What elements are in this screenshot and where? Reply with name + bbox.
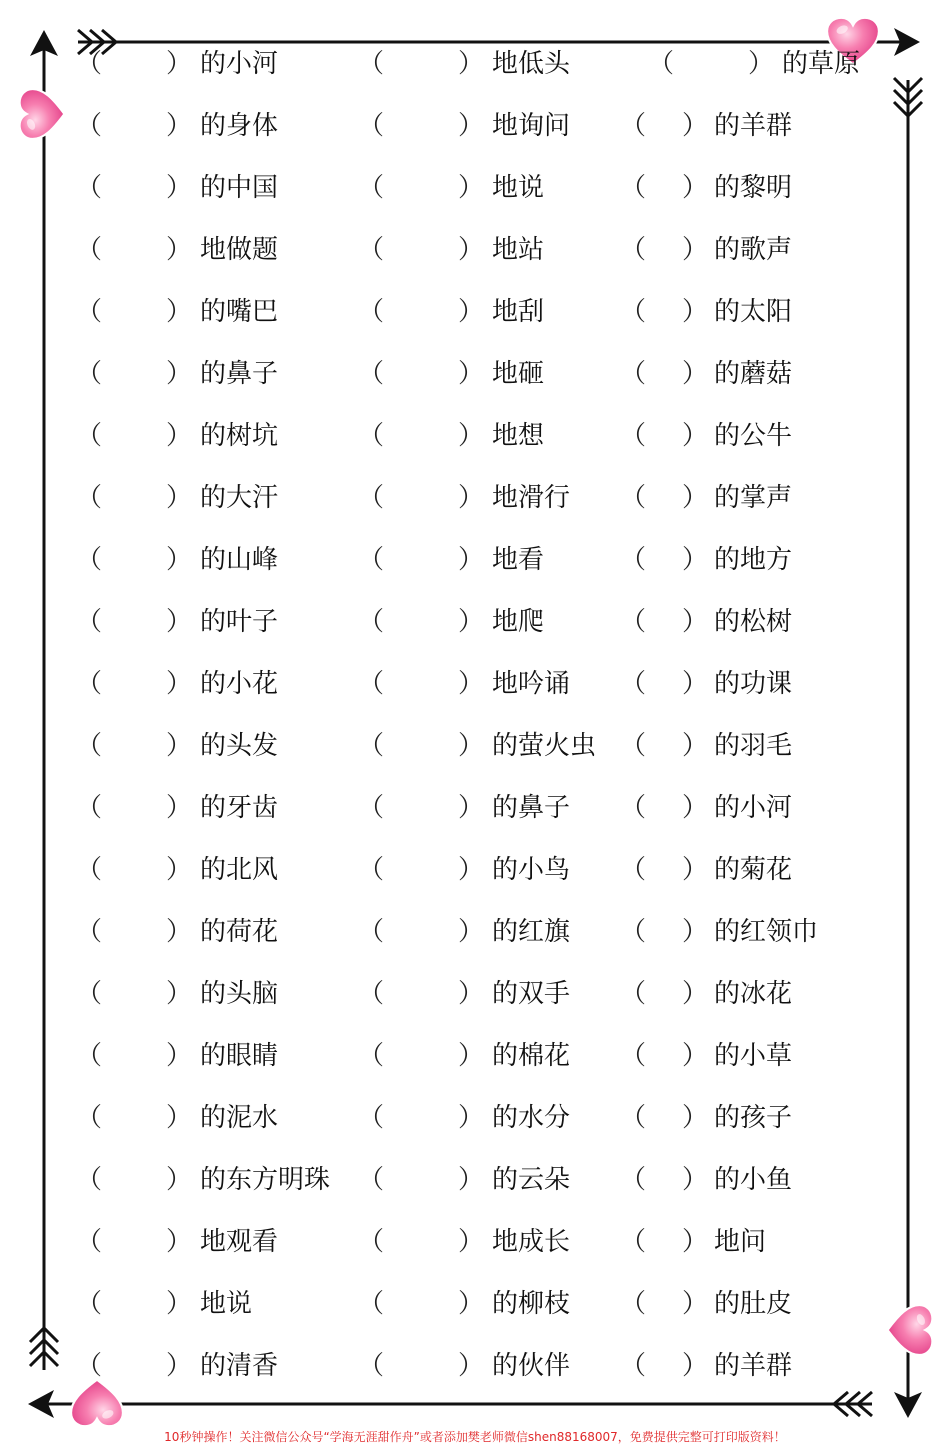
phrase-word: 的棉花 [492, 1041, 571, 1071]
open-parenthesis: （ [358, 1041, 385, 1071]
answer-blank[interactable] [646, 234, 686, 266]
answer-blank[interactable] [646, 1040, 686, 1072]
close-parenthesis: ） [166, 1351, 193, 1381]
answer-blank[interactable] [102, 234, 170, 266]
open-parenthesis: （ [76, 111, 103, 141]
phrase-word: 的羊群 [714, 111, 793, 141]
open-parenthesis: （ [76, 917, 103, 947]
phrase-word: 的伙伴 [492, 1351, 571, 1381]
close-parenthesis: ） [166, 111, 193, 141]
open-parenthesis: （ [358, 111, 385, 141]
worksheet-row [0, 602, 950, 642]
close-parenthesis: ） [166, 1227, 193, 1257]
close-parenthesis: ） [166, 979, 193, 1009]
phrase-word: 的红旗 [492, 917, 571, 947]
close-parenthesis: ） [682, 1289, 709, 1319]
open-parenthesis: （ [620, 297, 647, 327]
answer-blank[interactable] [102, 544, 170, 576]
answer-blank[interactable] [102, 110, 170, 142]
phrase-word: 的松树 [714, 607, 793, 637]
open-parenthesis: （ [358, 545, 385, 575]
phrase-word: 的红领巾 [714, 917, 819, 947]
answer-blank[interactable] [102, 606, 170, 638]
phrase-word: 的云朵 [492, 1165, 571, 1195]
close-parenthesis: ） [458, 1351, 485, 1381]
answer-blank[interactable] [384, 234, 462, 266]
phrase-word: 地吟诵 [492, 669, 571, 699]
open-parenthesis: （ [620, 607, 647, 637]
open-parenthesis: （ [620, 731, 647, 761]
close-parenthesis: ） [166, 1165, 193, 1195]
answer-blank[interactable] [102, 1350, 170, 1382]
answer-blank[interactable] [102, 296, 170, 328]
answer-blank[interactable] [102, 668, 170, 700]
answer-blank[interactable] [646, 1102, 686, 1134]
open-parenthesis: （ [76, 793, 103, 823]
close-parenthesis: ） [166, 1041, 193, 1071]
close-parenthesis: ） [166, 359, 193, 389]
phrase-word: 的功课 [714, 669, 793, 699]
worksheet-row [0, 540, 950, 580]
open-parenthesis: （ [358, 669, 385, 699]
worksheet-row [0, 974, 950, 1014]
open-parenthesis: （ [358, 49, 385, 79]
answer-blank[interactable] [102, 358, 170, 390]
answer-blank[interactable] [102, 1288, 170, 1320]
answer-blank[interactable] [384, 668, 462, 700]
phrase-word: 的肚皮 [714, 1289, 793, 1319]
answer-blank[interactable] [384, 110, 462, 142]
close-parenthesis: ） [682, 1165, 709, 1195]
open-parenthesis: （ [76, 173, 103, 203]
worksheet-row [0, 726, 950, 766]
close-parenthesis: ） [682, 545, 709, 575]
phrase-word: 的歌声 [714, 235, 793, 265]
answer-blank[interactable] [646, 668, 686, 700]
open-parenthesis: （ [76, 1289, 103, 1319]
answer-blank[interactable] [384, 1040, 462, 1072]
worksheet-row [0, 1036, 950, 1076]
open-parenthesis: （ [620, 1103, 647, 1133]
phrase-word: 的小河 [714, 793, 793, 823]
open-parenthesis: （ [76, 1351, 103, 1381]
answer-blank[interactable] [646, 792, 686, 824]
phrase-word: 地询问 [492, 111, 571, 141]
open-parenthesis: （ [76, 545, 103, 575]
answer-blank[interactable] [384, 1102, 462, 1134]
phrase-word: 的草原 [782, 49, 861, 79]
open-parenthesis: （ [620, 483, 647, 513]
answer-blank[interactable] [646, 978, 686, 1010]
worksheet-row [0, 292, 950, 332]
phrase-word: 地做题 [200, 235, 279, 265]
phrase-word: 的羽毛 [714, 731, 793, 761]
phrase-word: 的太阳 [714, 297, 793, 327]
answer-blank[interactable] [384, 544, 462, 576]
open-parenthesis: （ [76, 855, 103, 885]
close-parenthesis: ） [682, 1103, 709, 1133]
phrase-word: 地刮 [492, 297, 545, 327]
phrase-word: 地说 [200, 1289, 253, 1319]
phrase-word: 的中国 [200, 173, 279, 203]
close-parenthesis: ） [682, 421, 709, 451]
open-parenthesis: （ [76, 979, 103, 1009]
open-parenthesis: （ [76, 607, 103, 637]
phrase-word: 的北风 [200, 855, 279, 885]
close-parenthesis: ） [682, 297, 709, 327]
close-parenthesis: ） [458, 49, 485, 79]
close-parenthesis: ） [682, 1227, 709, 1257]
worksheet-row [0, 230, 950, 270]
close-parenthesis: ） [682, 793, 709, 823]
open-parenthesis: （ [358, 1227, 385, 1257]
close-parenthesis: ） [682, 669, 709, 699]
answer-blank[interactable] [102, 48, 170, 80]
phrase-word: 的公牛 [714, 421, 793, 451]
answer-blank[interactable] [384, 730, 462, 762]
open-parenthesis: （ [76, 1041, 103, 1071]
close-parenthesis: ） [458, 297, 485, 327]
close-parenthesis: ） [458, 669, 485, 699]
answer-blank[interactable] [646, 606, 686, 638]
answer-blank[interactable] [384, 1350, 462, 1382]
open-parenthesis: （ [358, 1103, 385, 1133]
phrase-word: 地砸 [492, 359, 545, 389]
phrase-word: 的小草 [714, 1041, 793, 1071]
phrase-word: 地观看 [200, 1227, 279, 1257]
phrase-word: 的萤火虫 [492, 731, 597, 761]
phrase-word: 的双手 [492, 979, 571, 1009]
close-parenthesis: ） [458, 111, 485, 141]
worksheet-row [0, 416, 950, 456]
open-parenthesis: （ [620, 359, 647, 389]
phrase-word: 的小河 [200, 49, 279, 79]
answer-blank[interactable] [646, 916, 686, 948]
open-parenthesis: （ [358, 173, 385, 203]
phrase-word: 地滑行 [492, 483, 571, 513]
answer-blank[interactable] [384, 978, 462, 1010]
open-parenthesis: （ [620, 421, 647, 451]
footer-notice: 10秒钟操作！关注微信公众号“学海无涯甜作舟”或者添加樊老师微信shen88168007，免费提供完整可打印版资料！ [164, 1430, 786, 1444]
open-parenthesis: （ [76, 1103, 103, 1133]
close-parenthesis: ） [166, 421, 193, 451]
open-parenthesis: （ [358, 917, 385, 947]
phrase-word: 地爬 [492, 607, 545, 637]
open-parenthesis: （ [620, 917, 647, 947]
close-parenthesis: ） [166, 793, 193, 823]
open-parenthesis: （ [76, 297, 103, 327]
phrase-word: 的黎明 [714, 173, 793, 203]
worksheet-row [0, 1346, 950, 1386]
close-parenthesis: ） [458, 1227, 485, 1257]
open-parenthesis: （ [358, 1289, 385, 1319]
open-parenthesis: （ [620, 111, 647, 141]
answer-blank[interactable] [646, 1164, 686, 1196]
close-parenthesis: ） [458, 359, 485, 389]
open-parenthesis: （ [620, 793, 647, 823]
open-parenthesis: （ [76, 483, 103, 513]
close-parenthesis: ） [682, 111, 709, 141]
answer-blank[interactable] [646, 544, 686, 576]
phrase-word: 的清香 [200, 1351, 279, 1381]
worksheet-row [0, 912, 950, 952]
answer-blank[interactable] [646, 1288, 686, 1320]
answer-blank[interactable] [102, 1040, 170, 1072]
close-parenthesis: ） [682, 607, 709, 637]
phrase-word: 的鼻子 [200, 359, 279, 389]
phrase-word: 的泥水 [200, 1103, 279, 1133]
phrase-word: 地想 [492, 421, 545, 451]
phrase-word: 的大汗 [200, 483, 279, 513]
worksheet-row [0, 168, 950, 208]
close-parenthesis: ） [682, 483, 709, 513]
answer-blank[interactable] [646, 854, 686, 886]
close-parenthesis: ） [458, 421, 485, 451]
open-parenthesis: （ [620, 1351, 647, 1381]
answer-blank[interactable] [102, 854, 170, 886]
close-parenthesis: ） [458, 1289, 485, 1319]
close-parenthesis: ） [458, 979, 485, 1009]
close-parenthesis: ） [166, 607, 193, 637]
open-parenthesis: （ [76, 49, 103, 79]
answer-blank[interactable] [646, 1350, 686, 1382]
close-parenthesis: ） [682, 173, 709, 203]
open-parenthesis: （ [358, 235, 385, 265]
answer-blank[interactable] [102, 1226, 170, 1258]
open-parenthesis: （ [358, 297, 385, 327]
close-parenthesis: ） [682, 731, 709, 761]
close-parenthesis: ） [166, 297, 193, 327]
open-parenthesis: （ [76, 1227, 103, 1257]
answer-blank[interactable] [646, 110, 686, 142]
phrase-word: 的头脑 [200, 979, 279, 1009]
close-parenthesis: ） [166, 235, 193, 265]
open-parenthesis: （ [76, 359, 103, 389]
close-parenthesis: ） [166, 483, 193, 513]
close-parenthesis: ） [458, 793, 485, 823]
answer-blank[interactable] [102, 916, 170, 948]
phrase-word: 的小鱼 [714, 1165, 793, 1195]
open-parenthesis: （ [648, 49, 675, 79]
phrase-word: 的小鸟 [492, 855, 571, 885]
close-parenthesis: ） [682, 917, 709, 947]
close-parenthesis: ） [166, 731, 193, 761]
phrase-word: 的蘑菇 [714, 359, 793, 389]
open-parenthesis: （ [358, 607, 385, 637]
answer-blank[interactable] [102, 1164, 170, 1196]
open-parenthesis: （ [76, 669, 103, 699]
worksheet-row [0, 664, 950, 704]
answer-blank[interactable] [384, 1164, 462, 1196]
answer-blank[interactable] [646, 482, 686, 514]
open-parenthesis: （ [620, 669, 647, 699]
phrase-word: 的水分 [492, 1103, 571, 1133]
worksheet-row [0, 1284, 950, 1324]
open-parenthesis: （ [358, 1165, 385, 1195]
close-parenthesis: ） [458, 545, 485, 575]
close-parenthesis: ） [682, 979, 709, 1009]
worksheet-row [0, 354, 950, 394]
close-parenthesis: ） [682, 359, 709, 389]
worksheet-row [0, 1222, 950, 1262]
answer-blank[interactable] [102, 730, 170, 762]
open-parenthesis: （ [358, 359, 385, 389]
answer-blank[interactable] [646, 1226, 686, 1258]
open-parenthesis: （ [620, 545, 647, 575]
close-parenthesis: ） [748, 49, 775, 79]
close-parenthesis: ） [458, 235, 485, 265]
phrase-word: 地说 [492, 173, 545, 203]
answer-blank[interactable] [646, 172, 686, 204]
phrase-word: 的掌声 [714, 483, 793, 513]
answer-blank[interactable] [674, 48, 752, 80]
phrase-word: 的头发 [200, 731, 279, 761]
close-parenthesis: ） [166, 917, 193, 947]
answer-blank[interactable] [646, 730, 686, 762]
phrase-word: 地问 [714, 1227, 767, 1257]
phrase-word: 的菊花 [714, 855, 793, 885]
close-parenthesis: ） [166, 49, 193, 79]
answer-blank[interactable] [384, 296, 462, 328]
worksheet-row [0, 44, 950, 84]
answer-blank[interactable] [384, 48, 462, 80]
open-parenthesis: （ [620, 1289, 647, 1319]
answer-blank[interactable] [102, 1102, 170, 1134]
open-parenthesis: （ [620, 235, 647, 265]
open-parenthesis: （ [620, 1041, 647, 1071]
close-parenthesis: ） [166, 173, 193, 203]
phrase-word: 的小花 [200, 669, 279, 699]
phrase-word: 的柳枝 [492, 1289, 571, 1319]
close-parenthesis: ） [682, 855, 709, 885]
open-parenthesis: （ [620, 855, 647, 885]
phrase-word: 的东方明珠 [200, 1165, 331, 1195]
close-parenthesis: ） [682, 1351, 709, 1381]
open-parenthesis: （ [620, 979, 647, 1009]
phrase-word: 的地方 [714, 545, 793, 575]
answer-blank[interactable] [384, 916, 462, 948]
close-parenthesis: ） [166, 1289, 193, 1319]
phrase-word: 的孩子 [714, 1103, 793, 1133]
close-parenthesis: ） [458, 917, 485, 947]
answer-blank[interactable] [384, 792, 462, 824]
phrase-word: 的叶子 [200, 607, 279, 637]
answer-blank[interactable] [646, 420, 686, 452]
open-parenthesis: （ [358, 793, 385, 823]
close-parenthesis: ） [458, 1165, 485, 1195]
open-parenthesis: （ [358, 483, 385, 513]
open-parenthesis: （ [358, 421, 385, 451]
worksheet-row [0, 850, 950, 890]
phrase-word: 的身体 [200, 111, 279, 141]
open-parenthesis: （ [358, 855, 385, 885]
phrase-word: 地站 [492, 235, 545, 265]
phrase-word: 地成长 [492, 1227, 571, 1257]
phrase-word: 的眼睛 [200, 1041, 279, 1071]
answer-blank[interactable] [102, 420, 170, 452]
answer-blank[interactable] [384, 1288, 462, 1320]
answer-blank[interactable] [384, 358, 462, 390]
phrase-word: 的嘴巴 [200, 297, 279, 327]
phrase-word: 地看 [492, 545, 545, 575]
answer-blank[interactable] [102, 792, 170, 824]
close-parenthesis: ） [682, 235, 709, 265]
phrase-word: 的鼻子 [492, 793, 571, 823]
close-parenthesis: ） [682, 1041, 709, 1071]
open-parenthesis: （ [76, 1165, 103, 1195]
close-parenthesis: ） [458, 173, 485, 203]
phrase-word: 地低头 [492, 49, 571, 79]
open-parenthesis: （ [358, 731, 385, 761]
worksheet-row [0, 106, 950, 146]
answer-blank[interactable] [384, 1226, 462, 1258]
open-parenthesis: （ [76, 235, 103, 265]
open-parenthesis: （ [620, 1227, 647, 1257]
worksheet-row [0, 788, 950, 828]
close-parenthesis: ） [166, 855, 193, 885]
close-parenthesis: ） [458, 731, 485, 761]
answer-blank[interactable] [384, 854, 462, 886]
phrase-word: 的牙齿 [200, 793, 279, 823]
answer-blank[interactable] [384, 420, 462, 452]
phrase-word: 的羊群 [714, 1351, 793, 1381]
open-parenthesis: （ [358, 1351, 385, 1381]
phrase-word: 的冰花 [714, 979, 793, 1009]
phrase-word: 的山峰 [200, 545, 279, 575]
answer-blank[interactable] [646, 296, 686, 328]
open-parenthesis: （ [620, 173, 647, 203]
answer-blank[interactable] [102, 482, 170, 514]
close-parenthesis: ） [166, 669, 193, 699]
answer-blank[interactable] [384, 482, 462, 514]
worksheet-row [0, 1160, 950, 1200]
answer-blank[interactable] [384, 606, 462, 638]
open-parenthesis: （ [358, 979, 385, 1009]
open-parenthesis: （ [76, 731, 103, 761]
answer-blank[interactable] [646, 358, 686, 390]
close-parenthesis: ） [458, 855, 485, 885]
phrase-word: 的荷花 [200, 917, 279, 947]
phrase-word: 的树坑 [200, 421, 279, 451]
worksheet-row [0, 478, 950, 518]
close-parenthesis: ） [166, 1103, 193, 1133]
answer-blank[interactable] [102, 978, 170, 1010]
worksheet-row [0, 1098, 950, 1138]
answer-blank[interactable] [384, 172, 462, 204]
close-parenthesis: ） [166, 545, 193, 575]
open-parenthesis: （ [620, 1165, 647, 1195]
answer-blank[interactable] [102, 172, 170, 204]
close-parenthesis: ） [458, 1041, 485, 1071]
close-parenthesis: ） [458, 1103, 485, 1133]
close-parenthesis: ） [458, 607, 485, 637]
open-parenthesis: （ [76, 421, 103, 451]
close-parenthesis: ） [458, 483, 485, 513]
